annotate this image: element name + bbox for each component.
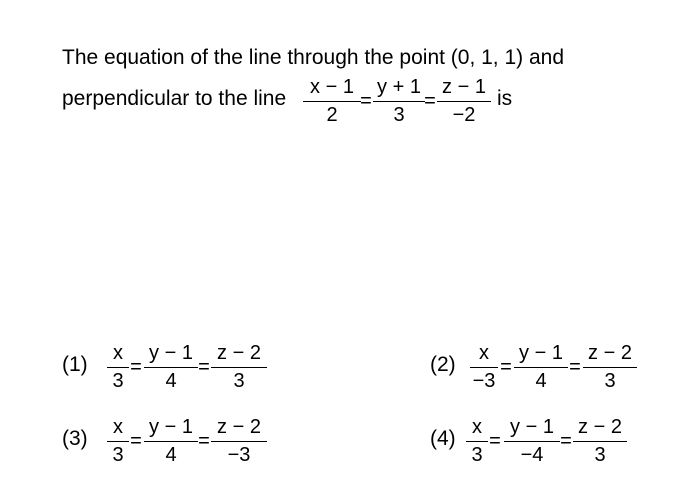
fraction-denominator: −4 xyxy=(520,444,544,466)
fraction-numerator: x xyxy=(113,416,123,438)
fraction-bar xyxy=(504,441,560,442)
fraction-numerator: y − 1 xyxy=(510,416,554,438)
fraction-denominator: 4 xyxy=(165,370,177,392)
fraction-bar xyxy=(211,367,267,368)
option-fraction-z xyxy=(211,342,267,412)
given-fraction-y xyxy=(373,76,425,146)
given-fraction-x xyxy=(303,76,361,146)
fraction-numerator: z − 1 xyxy=(442,76,486,98)
fraction-denominator: 3 xyxy=(594,444,606,466)
option-fraction-z xyxy=(573,416,627,486)
fraction-denominator: 2 xyxy=(326,104,338,126)
fraction-bar xyxy=(211,441,267,442)
fraction-denominator: 3 xyxy=(393,104,405,126)
fraction-numerator: y − 1 xyxy=(149,342,193,364)
question-line-1: The equation of the line through the point (0, 1, 1) and xyxy=(62,46,565,69)
fraction-bar xyxy=(303,101,361,102)
fraction-denominator: 4 xyxy=(165,444,177,466)
option-label: (4) xyxy=(430,427,456,450)
equals-sign: = xyxy=(360,90,372,112)
option-fraction-x xyxy=(466,416,488,486)
equals-sign: = xyxy=(560,430,572,452)
given-fraction-z xyxy=(437,76,491,146)
fraction-bar xyxy=(107,367,129,368)
option-label: (2) xyxy=(430,353,456,376)
fraction-numerator: x − 1 xyxy=(310,76,354,98)
option-fraction-y xyxy=(144,342,198,412)
question-line-2-tail: is xyxy=(497,87,513,110)
fraction-numerator: x xyxy=(479,342,489,364)
fraction-numerator: x xyxy=(113,342,123,364)
option-fraction-y xyxy=(514,342,568,412)
fraction-bar xyxy=(583,367,637,368)
option-label: (3) xyxy=(62,427,88,450)
fraction-numerator: z − 2 xyxy=(588,342,632,364)
equals-sign: = xyxy=(130,356,142,378)
fraction-denominator: 3 xyxy=(604,370,616,392)
equals-sign: = xyxy=(198,356,210,378)
fraction-denominator: 3 xyxy=(233,370,245,392)
equals-sign: = xyxy=(130,430,142,452)
option-fraction-x xyxy=(107,416,129,486)
fraction-numerator: z − 2 xyxy=(578,416,622,438)
fraction-denominator: −3 xyxy=(227,444,251,466)
option-label: (1) xyxy=(62,353,88,376)
fraction-bar xyxy=(466,441,488,442)
fraction-numerator: z − 2 xyxy=(217,416,261,438)
equals-sign: = xyxy=(500,356,512,378)
fraction-bar xyxy=(107,441,129,442)
fraction-denominator: 3 xyxy=(471,444,483,466)
option-fraction-z xyxy=(583,342,637,412)
option-fraction-y xyxy=(144,416,198,486)
fraction-bar xyxy=(573,441,627,442)
equals-sign: = xyxy=(569,356,581,378)
equals-sign: = xyxy=(198,430,210,452)
fraction-numerator: y + 1 xyxy=(377,76,421,98)
fraction-denominator: −3 xyxy=(472,370,496,392)
option-fraction-z xyxy=(211,416,267,486)
option-fraction-x xyxy=(107,342,129,412)
fraction-numerator: y − 1 xyxy=(519,342,563,364)
fraction-bar xyxy=(514,367,568,368)
fraction-bar xyxy=(373,101,425,102)
equals-sign: = xyxy=(424,90,436,112)
fraction-bar xyxy=(144,441,198,442)
question-line-2-lead: perpendicular to the line xyxy=(62,87,287,110)
fraction-denominator: 4 xyxy=(535,370,547,392)
fraction-bar xyxy=(470,367,498,368)
fraction-numerator: x xyxy=(472,416,482,438)
option-fraction-x xyxy=(470,342,498,412)
fraction-denominator: −2 xyxy=(452,104,476,126)
fraction-denominator: 3 xyxy=(112,444,124,466)
fraction-bar xyxy=(437,101,491,102)
fraction-numerator: z − 2 xyxy=(217,342,261,364)
fraction-numerator: y − 1 xyxy=(149,416,193,438)
fraction-denominator: 3 xyxy=(112,370,124,392)
option-fraction-y xyxy=(504,416,560,486)
equals-sign: = xyxy=(489,430,501,452)
fraction-bar xyxy=(144,367,198,368)
